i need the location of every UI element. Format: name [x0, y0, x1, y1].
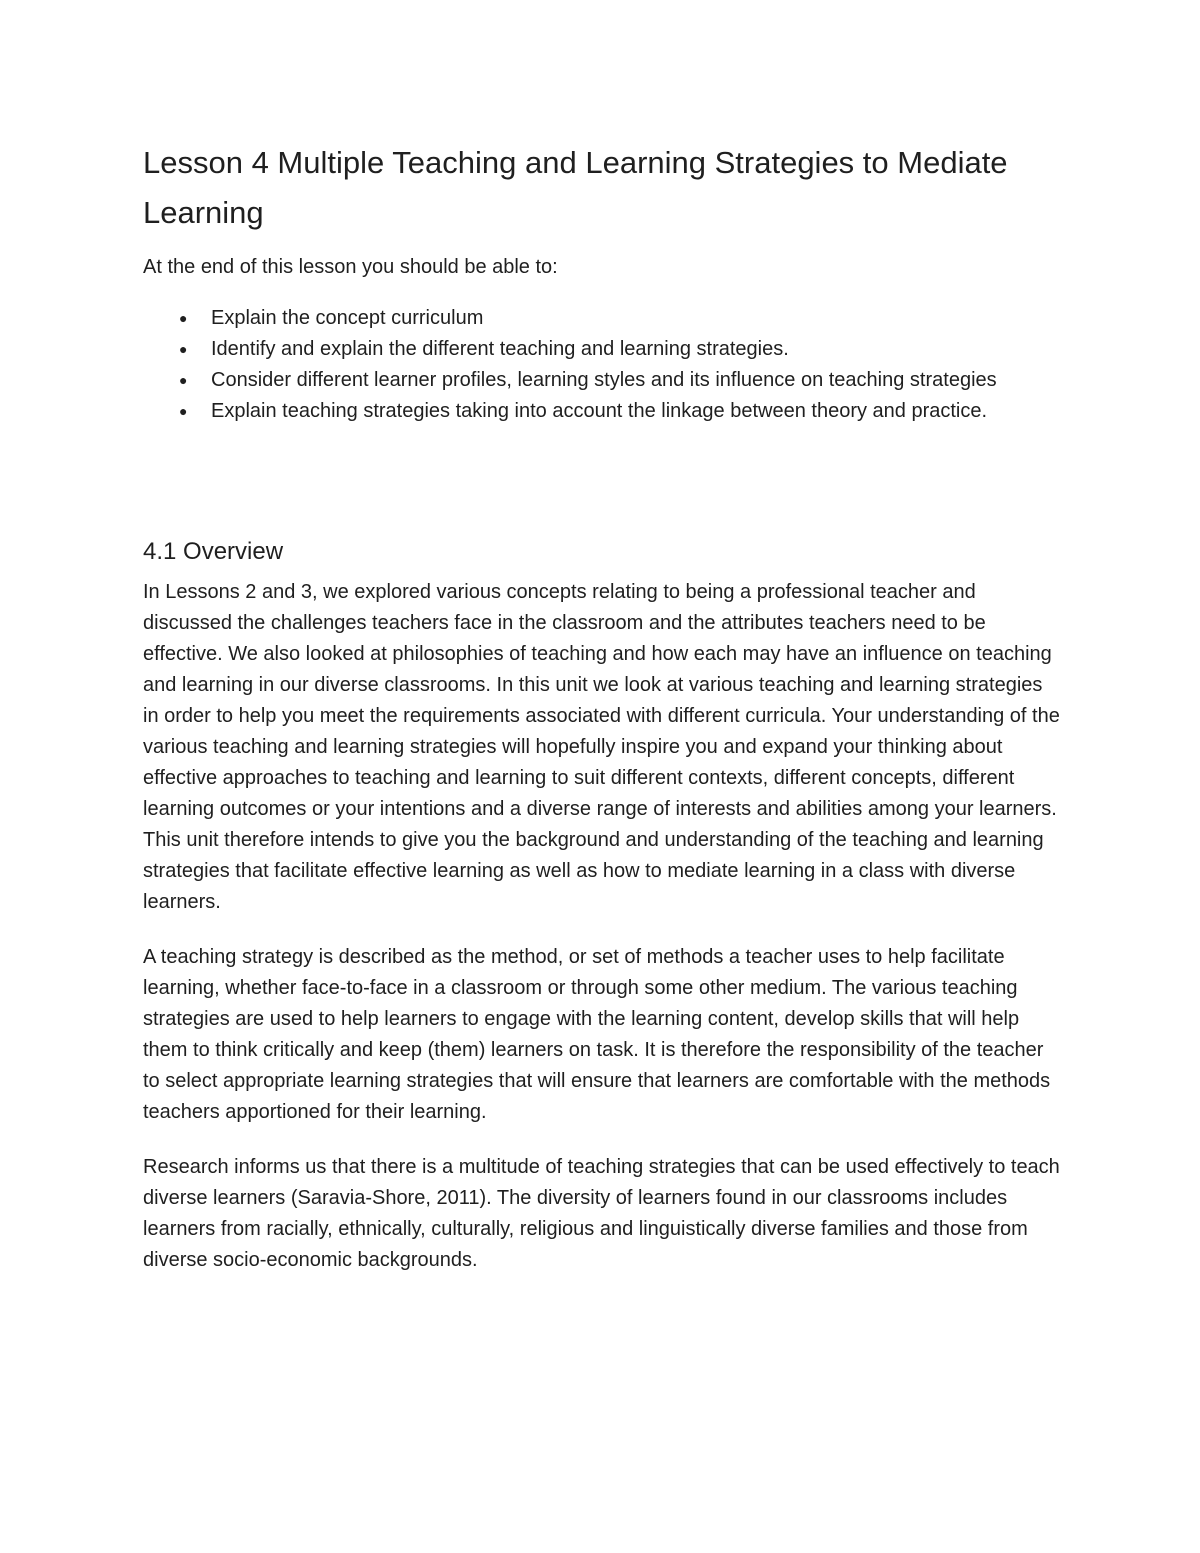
objective-item	[179, 303, 1063, 334]
bullet-icon: ●	[179, 310, 188, 326]
bullet-icon: ●	[179, 341, 188, 357]
document-page	[143, 138, 1063, 1276]
section-heading: 4.1 Overview	[143, 538, 284, 565]
lesson-title: Lesson 4 Multiple Teaching and Learning Strategies to Mediate Learning	[143, 145, 1008, 230]
objective-text: Consider different learner profiles, learning styles and its influence on teaching strategies	[211, 369, 997, 391]
overview-paragraph: In Lessons 2 and 3, we explored various concepts relating to being a professional teacher and discussed the challenges teachers face in the classroom and the attributes teachers need to be effective. We also looked at philosophies of teaching and how each may have an influence on teaching and learning in our diverse classrooms. In this unit we look at various teaching and learning strategies in order to help you meet the requirements associated with different curricula. Your understanding of the various teaching and learning strategies will hopefully inspire you and expand your thinking about effective approaches to teaching and learning to suit different contexts, different concepts, different learning outcomes or your intentions and a diverse range of interests and abilities among your learners. This unit therefore intends to give you the background and understanding of the teaching and learning strategies that facilitate effective learning as well as how to mediate learning in a class with diverse learners.	[143, 581, 1060, 913]
research-paragraph: Research informs us that there is a multitude of teaching strategies that can be used effectively to teach diverse learners (Saravia-Shore, 2011). The diversity of learners found in our classrooms includes learners from racially, ethnically, culturally, religious and linguistically diverse families and those from diverse socio-economic backgrounds.	[143, 1156, 1060, 1271]
objective-item	[179, 365, 1063, 396]
objective-text: Identify and explain the different teaching and learning strategies.	[211, 338, 789, 360]
objective-text: Explain the concept curriculum	[211, 307, 484, 329]
bullet-icon: ●	[179, 403, 188, 419]
objective-item	[179, 396, 1063, 427]
teaching-strategy-paragraph: A teaching strategy is described as the method, or set of methods a teacher uses to help facilitate learning, whether face-to-face in a classroom or through some other medium. The various teaching strategies are used to help learners to engage with the learning content, develop skills that will help them to think critically and keep (them) learners on task. It is therefore the responsibility of the teacher to select appropriate learning strategies that will ensure that learners are comfortable with the methods teachers apportioned for their learning.	[143, 946, 1051, 1123]
bullet-icon: ●	[179, 372, 188, 388]
objective-text: Explain teaching strategies taking into account the linkage between theory and practice.	[211, 400, 988, 422]
objective-item	[179, 334, 1063, 365]
objectives-list	[143, 303, 1063, 427]
objectives-intro: At the end of this lesson you should be able to:	[143, 256, 558, 278]
